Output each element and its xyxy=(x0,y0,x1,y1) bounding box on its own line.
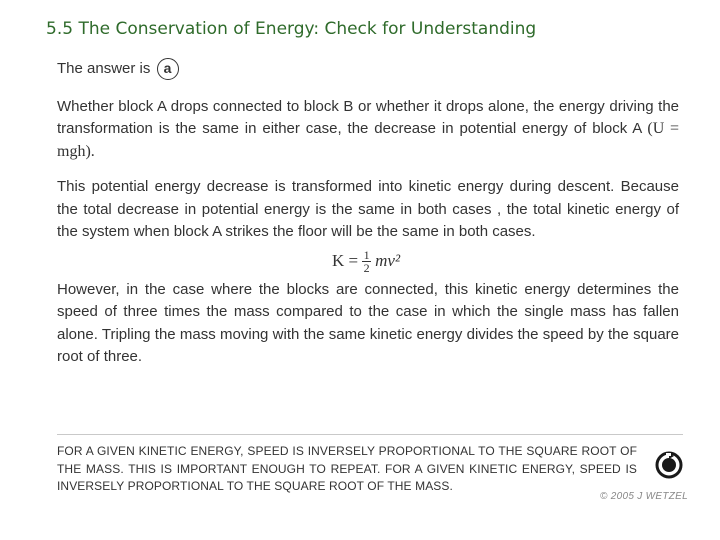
answer-line xyxy=(57,58,679,81)
formula-rhs: mv² xyxy=(375,251,401,271)
answer-prefix: The answer is xyxy=(57,60,151,77)
potential-energy-formula: (U = mgh). xyxy=(57,120,680,160)
answer-content xyxy=(57,58,679,382)
formula-fraction xyxy=(362,249,371,274)
fraction-numerator: 1 xyxy=(363,248,370,262)
footer-divider xyxy=(57,434,683,435)
paragraph-2: This potential energy decrease is transformed into kinetic energy during descent. Because the total decrease in potential energy is the same in both cases , the total kinetic energy of the system when block A strikes the floor will be the same in both cases. xyxy=(57,178,679,240)
slide-title: 5.5 The Conservation of Energy: Check for Understanding xyxy=(46,19,537,39)
kinetic-energy-formula xyxy=(332,245,679,279)
formula-lhs: K = xyxy=(332,251,359,271)
paragraph-3: However, in the case where the blocks are connected, this kinetic energy determines the speed of three times the mass compared to the case in which the single mass has fallen alone. Tripling the mass moving with the same kinetic energy divides the speed by the square root of three. xyxy=(57,280,679,365)
footer-note: FOR A GIVEN KINETIC ENERGY, SPEED IS INVERSELY PROPORTIONAL TO THE SQUARE ROOT OF THE MASS. THIS IS IMPORTANT ENOUGH TO REPEAT. FOR A GIVEN KINETIC ENERGY, SPEED IS INVERSELY PROPORTIONAL TO THE SQUARE ROOT OF THE MASS. xyxy=(57,444,637,493)
copyright-text: © 2005 J WETZEL xyxy=(600,491,689,502)
paragraph-1-text: Whether block A drops connected to block B or whether it drops alone, the energy driving the transformation is the same in either case, the decrease in potential energy of block A xyxy=(57,97,679,137)
answer-letter: a xyxy=(157,58,179,80)
paragraph-1 xyxy=(57,96,679,164)
circular-arrow-logo-icon xyxy=(655,451,683,479)
fraction-denominator: 2 xyxy=(363,261,370,275)
